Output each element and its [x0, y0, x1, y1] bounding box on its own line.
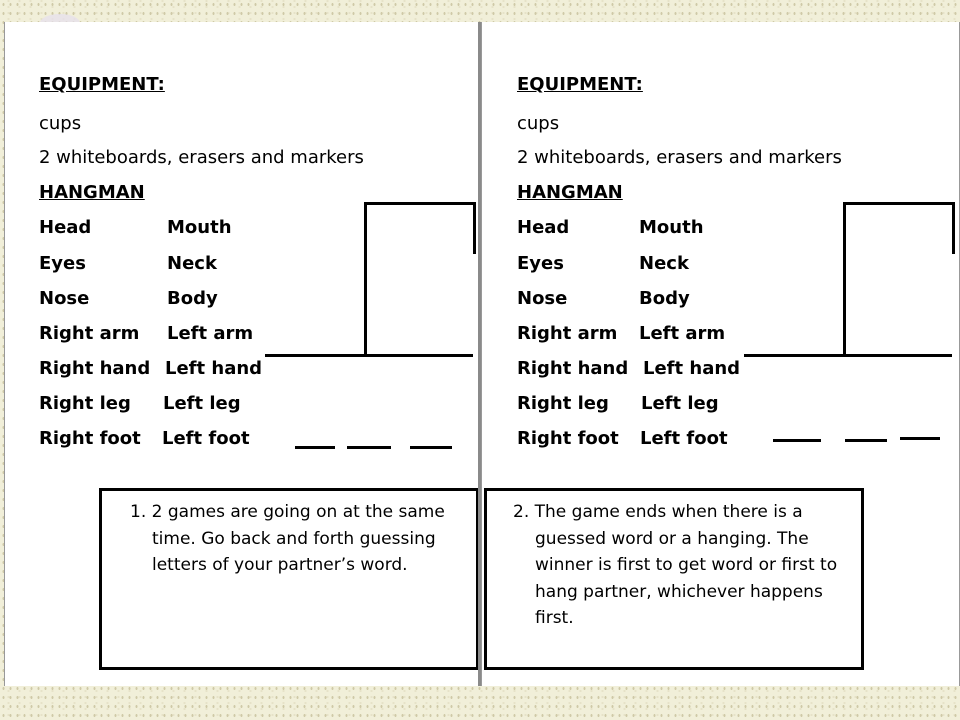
letter-blank-1	[295, 446, 335, 449]
part-neck: Neck	[639, 253, 689, 274]
part-mouth: Mouth	[639, 217, 704, 238]
part-body: Body	[639, 288, 690, 309]
part-left-arm: Left arm	[167, 323, 254, 344]
hangman-heading: HANGMAN	[39, 182, 145, 203]
part-head: Head	[517, 217, 570, 238]
rule-line-5: first.	[535, 608, 574, 628]
part-right-hand: Right hand	[517, 358, 629, 379]
rule-number: 2.	[513, 502, 530, 522]
part-eyes: Eyes	[517, 253, 564, 274]
part-left-foot: Left foot	[640, 428, 728, 449]
part-right-foot: Right foot	[39, 428, 141, 449]
rule-line-1: 1. 2 games are going on at the same	[130, 502, 445, 522]
part-right-arm: Right arm	[517, 323, 618, 344]
part-right-foot: Right foot	[517, 428, 619, 449]
part-head: Head	[39, 217, 92, 238]
equipment-item-cups: cups	[39, 113, 82, 134]
part-mouth: Mouth	[167, 217, 232, 238]
left-page	[4, 22, 480, 686]
part-left-hand: Left hand	[165, 358, 263, 379]
letter-blank-3	[410, 446, 452, 449]
letter-blank-2	[347, 446, 391, 449]
equipment-item-whiteboards: 2 whiteboards, erasers and markers	[517, 147, 842, 168]
gallows-beam	[843, 202, 954, 205]
rule-line-3: letters of your partner’s word.	[152, 555, 408, 575]
part-nose: Nose	[517, 288, 568, 309]
part-right-hand: Right hand	[39, 358, 151, 379]
part-eyes: Eyes	[39, 253, 86, 274]
rule-line-1: 2. The game ends when there is a	[513, 502, 803, 522]
part-left-leg: Left leg	[163, 393, 241, 414]
rule-line-3: winner is first to get word or first to	[535, 555, 838, 575]
part-nose: Nose	[39, 288, 90, 309]
rule-box-2	[484, 488, 864, 670]
equipment-item-whiteboards: 2 whiteboards, erasers and markers	[39, 147, 364, 168]
rule-box-1	[99, 488, 479, 670]
part-left-arm: Left arm	[639, 323, 726, 344]
gallows-base	[744, 354, 952, 357]
gallows-post	[843, 202, 846, 356]
hangman-heading: HANGMAN	[517, 182, 623, 203]
part-neck: Neck	[167, 253, 217, 274]
rule-line-2: time. Go back and forth guessing	[152, 528, 436, 549]
rule-line-4: hang partner, whichever happens	[535, 581, 823, 602]
part-right-arm: Right arm	[39, 323, 140, 344]
right-page	[481, 22, 960, 686]
gallows-post	[364, 202, 367, 356]
equipment-item-cups: cups	[517, 113, 560, 134]
part-left-foot: Left foot	[162, 428, 250, 449]
part-left-hand: Left hand	[643, 358, 741, 379]
part-right-leg: Right leg	[517, 393, 609, 414]
equipment-heading: EQUIPMENT:	[517, 74, 643, 95]
gallows-beam	[364, 202, 474, 205]
part-body: Body	[167, 288, 218, 309]
letter-blank-2	[845, 439, 887, 442]
rule-line-2: guessed word or a hanging. The	[535, 528, 809, 549]
part-left-leg: Left leg	[641, 393, 719, 414]
letter-blank-3	[900, 437, 940, 440]
letter-blank-1	[773, 439, 821, 442]
part-right-leg: Right leg	[39, 393, 131, 414]
gallows-rope	[473, 202, 476, 254]
gallows-base	[265, 354, 473, 357]
gallows-rope	[952, 202, 955, 254]
rule-number: 1.	[130, 502, 147, 522]
equipment-heading: EQUIPMENT:	[39, 74, 165, 95]
